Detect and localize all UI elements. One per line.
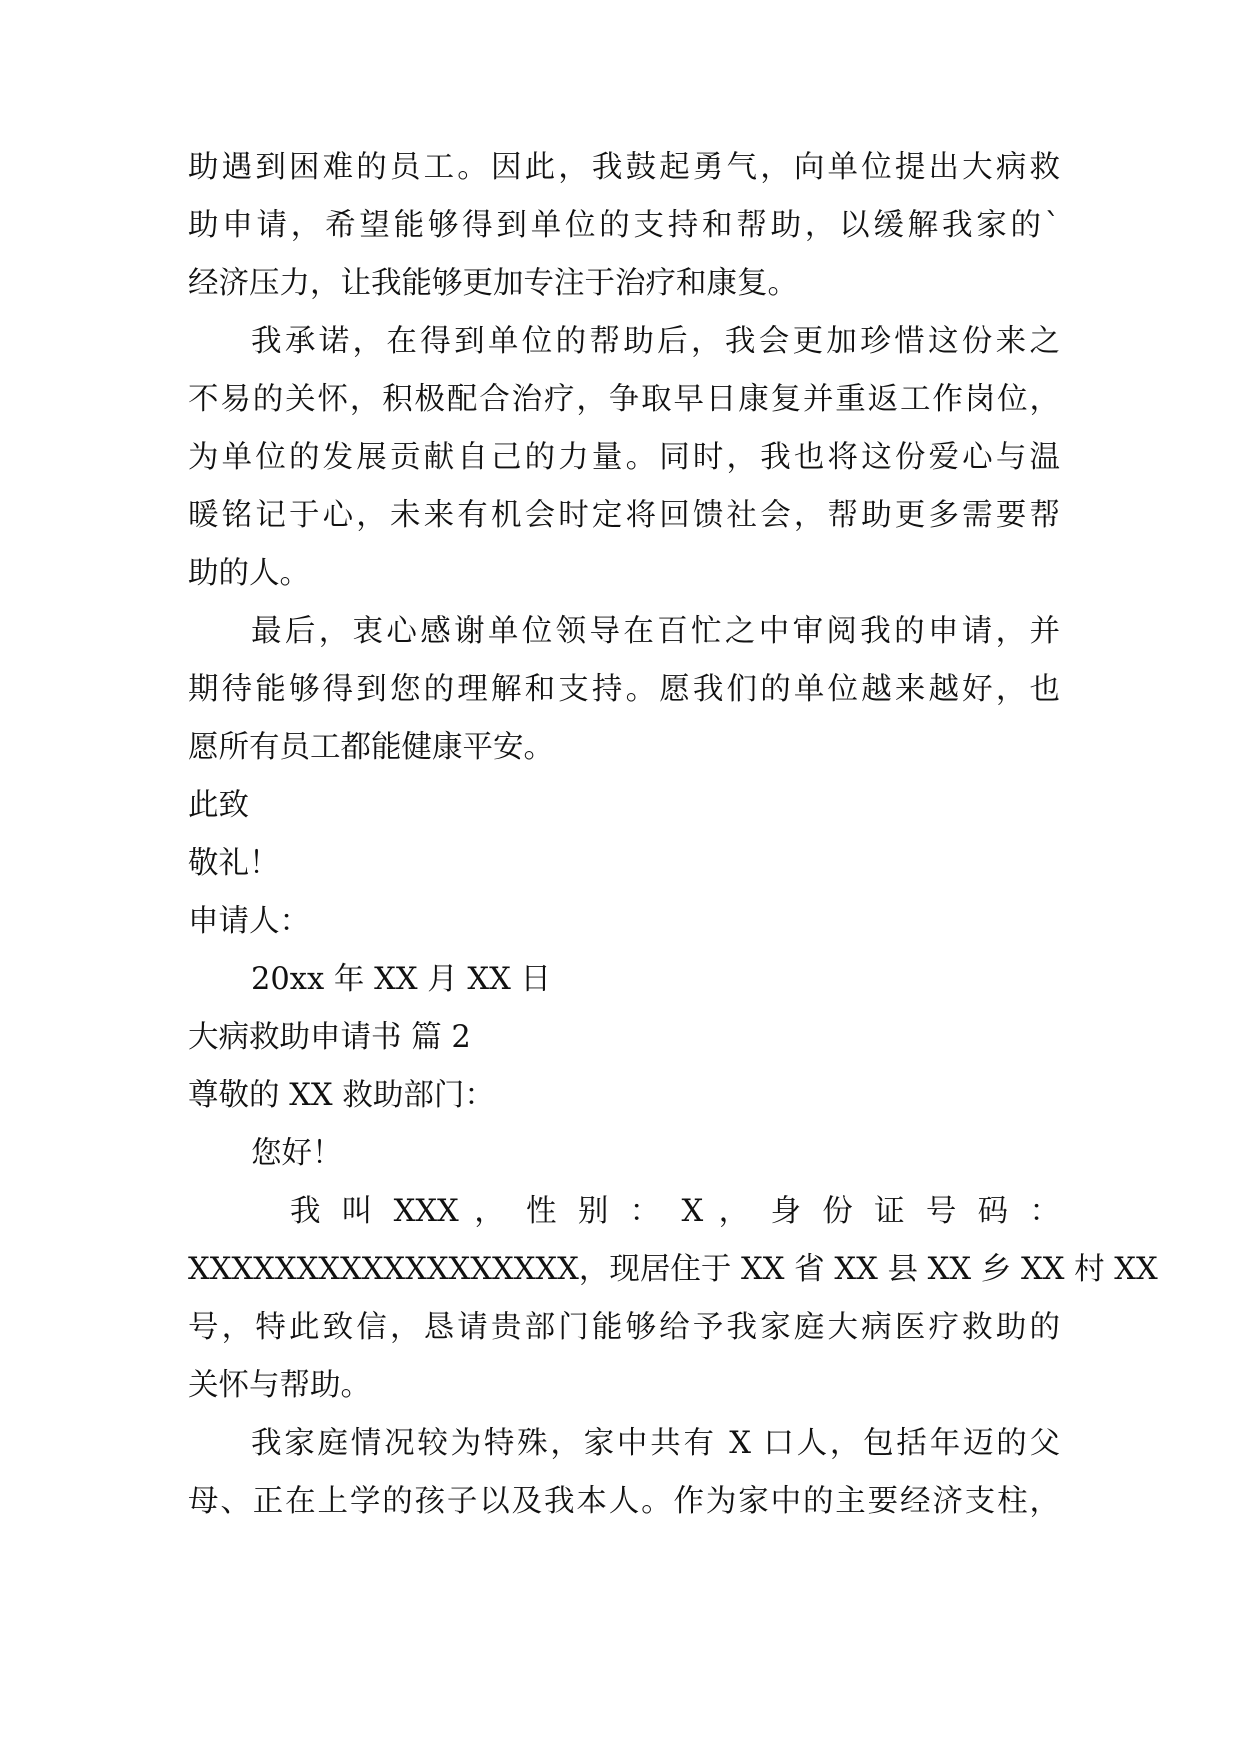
text-line: 助的人。: [188, 556, 310, 591]
text-line: 我家庭情况较为特殊，家中共有 X 口人，包括年迈的父: [251, 1426, 1060, 1461]
text-line: 我承诺，在得到单位的帮助后，我会更加珍惜这份来之: [251, 324, 1060, 359]
applicant-label: 申请人：: [188, 904, 310, 939]
date-line: 20xx 年 XX 月 XX 日: [251, 962, 552, 997]
greeting-line: 您好！: [251, 1136, 343, 1171]
section-title: 大病救助申请书 篇 2: [188, 1020, 471, 1055]
text-line: 我 叫 XXX ， 性 别 ： X ， 身 份 证 号 码 ：: [290, 1194, 1060, 1229]
text-line: 期待能够得到您的理解和支持。愿我们的单位越来越好，也: [188, 672, 1060, 707]
text-line: 关怀与帮助。: [188, 1368, 371, 1403]
text-line: 号，特此致信，恳请贵部门能够给予我家庭大病医疗救助的: [188, 1310, 1060, 1345]
text-line: 为单位的发展贡献自己的力量。同时，我也将这份爱心与温: [188, 440, 1060, 475]
text-line: 助遇到困难的员工。因此，我鼓起勇气，向单位提出大病救: [188, 150, 1060, 185]
text-line: 暖铭记于心，未来有机会时定将回馈社会，帮助更多需要帮: [188, 498, 1060, 533]
text-line: 助申请，希望能够得到单位的支持和帮助，以缓解我家的`: [188, 208, 1060, 243]
text-line: 最后，衷心感谢单位领导在百忙之中审阅我的申请，并: [251, 614, 1060, 649]
text-line: XXXXXXXXXXXXXXXXXX，现居住于 XX 省 XX 县 XX 乡 XX 村 XX: [188, 1252, 1158, 1287]
text-line: 经济压力，让我能够更加专注于治疗和康复。: [188, 266, 798, 301]
closing-salutation: 此致: [188, 788, 249, 823]
text-line: 母、正在上学的孩子以及我本人。作为家中的主要经济支柱，: [188, 1484, 1060, 1519]
text-line: 愿所有员工都能健康平安。: [188, 730, 554, 765]
closing-regards: 敬礼！: [188, 846, 280, 881]
recipient-line: 尊敬的 XX 救助部门：: [188, 1078, 495, 1113]
text-line: 不易的关怀，积极配合治疗，争取早日康复并重返工作岗位，: [188, 382, 1060, 417]
